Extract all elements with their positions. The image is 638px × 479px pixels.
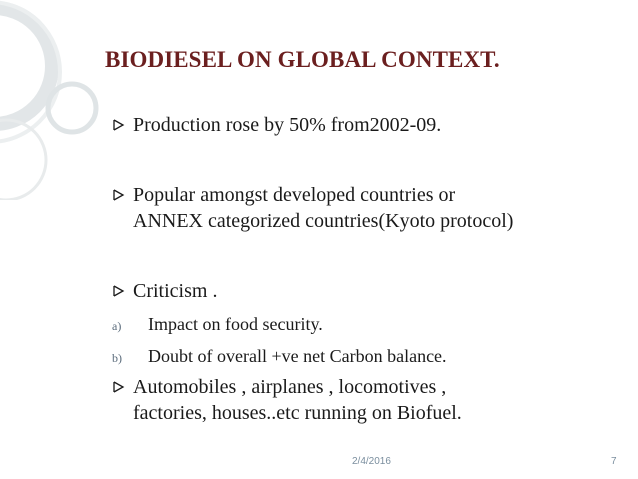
bullet-text-line1: Automobiles , airplanes , locomotives , xyxy=(133,376,447,398)
bullet-text-line1: Popular amongst developed countries or xyxy=(133,184,456,206)
sub-item-letter: a) xyxy=(112,319,122,333)
arrow-bullet-icon xyxy=(113,112,133,131)
arrow-bullet-icon xyxy=(113,374,133,393)
bullet-automobiles xyxy=(113,374,613,426)
bullet-text-line2: ANNEX categorized countries(Kyoto protocol) xyxy=(133,210,514,232)
sub-item-b xyxy=(112,345,612,367)
bullet-text-line2: factories, houses..etc running on Biofuel. xyxy=(133,402,462,424)
footer-page-number: 7 xyxy=(611,456,617,467)
sub-item-a xyxy=(112,313,612,335)
bullet-criticism xyxy=(113,278,613,304)
sub-item-text: Impact on food security. xyxy=(148,314,323,334)
bullet-popular xyxy=(113,182,613,234)
sub-item-letter: b) xyxy=(112,351,122,365)
arrow-bullet-icon xyxy=(113,182,133,201)
decorative-circles xyxy=(0,0,140,200)
bullet-production xyxy=(113,112,613,138)
bullet-text: Production rose by 50% from2002-09. xyxy=(133,114,442,136)
arrow-bullet-icon xyxy=(113,278,133,297)
sub-item-text: Doubt of overall +ve net Carbon balance. xyxy=(148,346,447,366)
footer-date: 2/4/2016 xyxy=(352,456,391,467)
slide-title: BIODIESEL ON GLOBAL CONTEXT. xyxy=(105,47,500,72)
bullet-text: Criticism . xyxy=(133,280,218,302)
